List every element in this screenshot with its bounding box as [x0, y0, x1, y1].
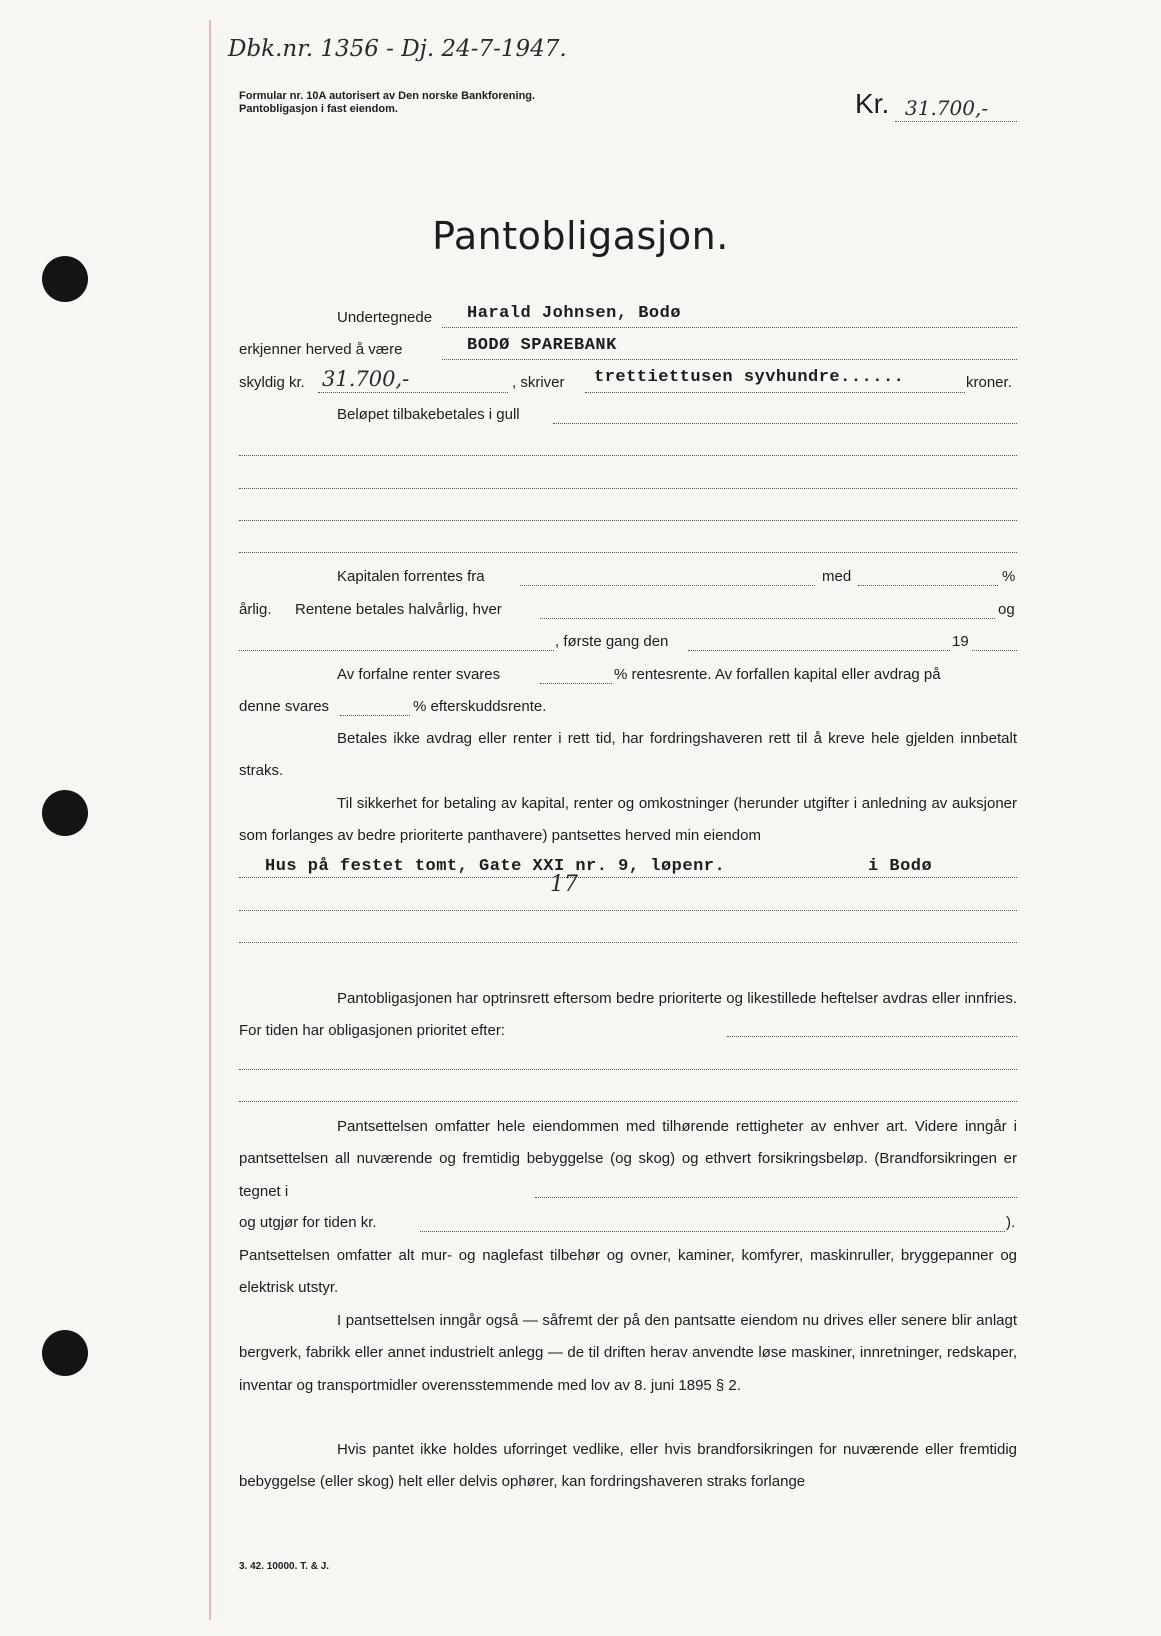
priority-dotted-line	[727, 1036, 1017, 1037]
amount-prefix: Kr.	[855, 88, 890, 119]
year-dotted-line	[972, 650, 1017, 651]
value-amount-words: trettiettusen syvhundre......	[594, 368, 905, 387]
document-title: Pantobligasjon.	[432, 214, 729, 258]
property-dotted-line	[239, 877, 1017, 878]
paragraph-default	[239, 723, 1017, 788]
interest-from-dotted-line	[520, 585, 815, 586]
label-interest-from: Kapitalen forrentes fra	[337, 568, 485, 585]
paragraph-industrial-text: I pantsettelsen inngår også — såfremt der på den pantsatte eiendom nu drives eller senere blir anlagt bergverk, fabrikk eller annet industrielt anlegg — de til driften herav anvendte løse maskiner, innretninger, redskaper, inventar og transportmidler overensstemmende med lov av 8. juni 1895 § 2.	[239, 1312, 1017, 1394]
overdue-rate-dotted-line	[540, 683, 612, 684]
label-post-due: denne svares	[239, 698, 330, 715]
label-currency: kroner.	[966, 374, 1012, 391]
label-creditor: erkjenner herved å være	[239, 341, 403, 358]
label-first-time: , første gang den	[555, 633, 669, 650]
date-dotted-line	[239, 650, 554, 651]
owed-dotted-line	[318, 392, 508, 393]
paragraph-maintenance-text: Hvis pantet ikke holdes uforringet vedlike, eller hvis brandforsikringen for nuværende eller fremtidig bebyggelse (eller skog) helt eller delvis ophører, kan fordringshaveren straks forlange	[239, 1441, 1017, 1491]
first-time-dotted-line	[688, 650, 950, 651]
label-insurance-amount: og utgjør for tiden kr.	[239, 1214, 377, 1231]
value-owed-amount: 31.700,-	[322, 367, 410, 391]
repayment-dotted-line	[553, 423, 1017, 424]
blank-line	[239, 520, 1017, 521]
label-and: og	[998, 601, 1015, 618]
paragraph-security-text: Til sikkerhet for betaling av kapital, renter og omkostninger (herunder utgifter i anledning av auksjoner som forlanges av bedre prioriterte panthavere) pantsettes herved min eiendom	[239, 795, 1017, 845]
blank-line	[239, 455, 1017, 456]
paragraph-priority	[239, 983, 1017, 1048]
blank-line	[239, 552, 1017, 553]
label-overdue-interest: Av forfalne renter svares	[337, 666, 501, 683]
paragraph-maintenance	[239, 1434, 1017, 1499]
value-creditor: BODØ SPAREBANK	[467, 336, 617, 355]
semiannual-dotted-line	[540, 618, 995, 619]
label-close-paren: ).	[1006, 1214, 1016, 1231]
paragraph-security	[239, 788, 1017, 853]
amount-dotted-line	[895, 121, 1017, 122]
undersigned-dotted-line	[442, 327, 1017, 328]
interest-rate-dotted-line	[858, 585, 998, 586]
paragraph-priority-text: Pantobligasjonen har optrinsrett eftersom bedre prioriterte og likestillede heftelser avdras eller innfries. For tiden har obligasjonen prioritet efter:	[239, 990, 1017, 1040]
label-repayment: Beløpet tilbakebetales i gull	[337, 406, 520, 423]
paragraph-fixtures	[239, 1240, 1017, 1305]
label-written: , skriver	[512, 374, 565, 391]
blank-line	[239, 488, 1017, 489]
label-annual: årlig.	[239, 601, 272, 618]
value-property: Hus på festet tomt, Gate XXI nr. 9, løpenr.	[265, 857, 726, 876]
paragraph-fixtures-text: Pantsettelsen omfatter alt mur- og naglefast tilbehør og ovner, kaminer, komfyrer, maskinruller, bryggepanner og elektrisk utstyr.	[239, 1247, 1017, 1297]
value-undersigned: Harald Johnsen, Bodø	[467, 304, 682, 323]
label-interest-with: med	[822, 568, 852, 585]
punch-hole	[42, 256, 88, 302]
insurance-dotted-line	[535, 1197, 1017, 1198]
paragraph-scope	[239, 1111, 1017, 1208]
amount-words-dotted-line	[585, 392, 965, 393]
label-percent: %	[1002, 568, 1016, 585]
blank-line	[239, 1101, 1017, 1102]
handwritten-registry-note: Dbk.nr. 1356 - Dj. 24-7-1947.	[228, 36, 567, 62]
label-undersigned: Undertegnede	[337, 309, 433, 326]
value-property-location: i Bodø	[868, 857, 933, 876]
creditor-dotted-line	[442, 359, 1017, 360]
handwritten-gate-correction: 17	[550, 872, 578, 897]
print-code: 3. 42. 10000. T. & J.	[239, 1561, 330, 1572]
insurance-amount-dotted-line	[420, 1231, 1005, 1232]
punch-hole	[42, 1330, 88, 1376]
label-overdue-rest: % rentesrente. Av forfallen kapital eller avdrag på	[614, 666, 941, 683]
paragraph-industrial	[239, 1305, 1017, 1402]
paragraph-default-text: Betales ikke avdrag eller renter i rett tid, har fordringshaveren rett til å kreve hele gjelden innbetalt straks.	[239, 730, 1017, 780]
label-semiannual: Rentene betales halvårlig, hver	[295, 601, 502, 618]
form-number: Formular nr. 10A autorisert av Den norske Bankforening.	[239, 90, 536, 102]
post-due-rate-dotted-line	[340, 715, 410, 716]
label-owed: skyldig kr.	[239, 374, 305, 391]
margin-rule	[209, 20, 211, 1620]
label-year-prefix: 19	[952, 633, 969, 650]
paragraph-scope-text: Pantsettelsen omfatter hele eiendommen med tilhørende rettigheter av enhver art. Videre inngår i pantsettelsen all nuværende og fremtidig bebyggelse (og skog) og ethvert forsikringsbeløp. (Brandforsikringen er tegnet i	[239, 1118, 1017, 1200]
blank-line	[239, 942, 1017, 943]
amount-handwritten: 31.700,-	[905, 96, 989, 120]
form-type: Pantobligasjon i fast eiendom.	[239, 103, 398, 115]
blank-line	[239, 1069, 1017, 1070]
label-post-due-rest: % efterskuddsrente.	[413, 698, 547, 715]
punch-hole	[42, 790, 88, 836]
blank-line	[239, 910, 1017, 911]
